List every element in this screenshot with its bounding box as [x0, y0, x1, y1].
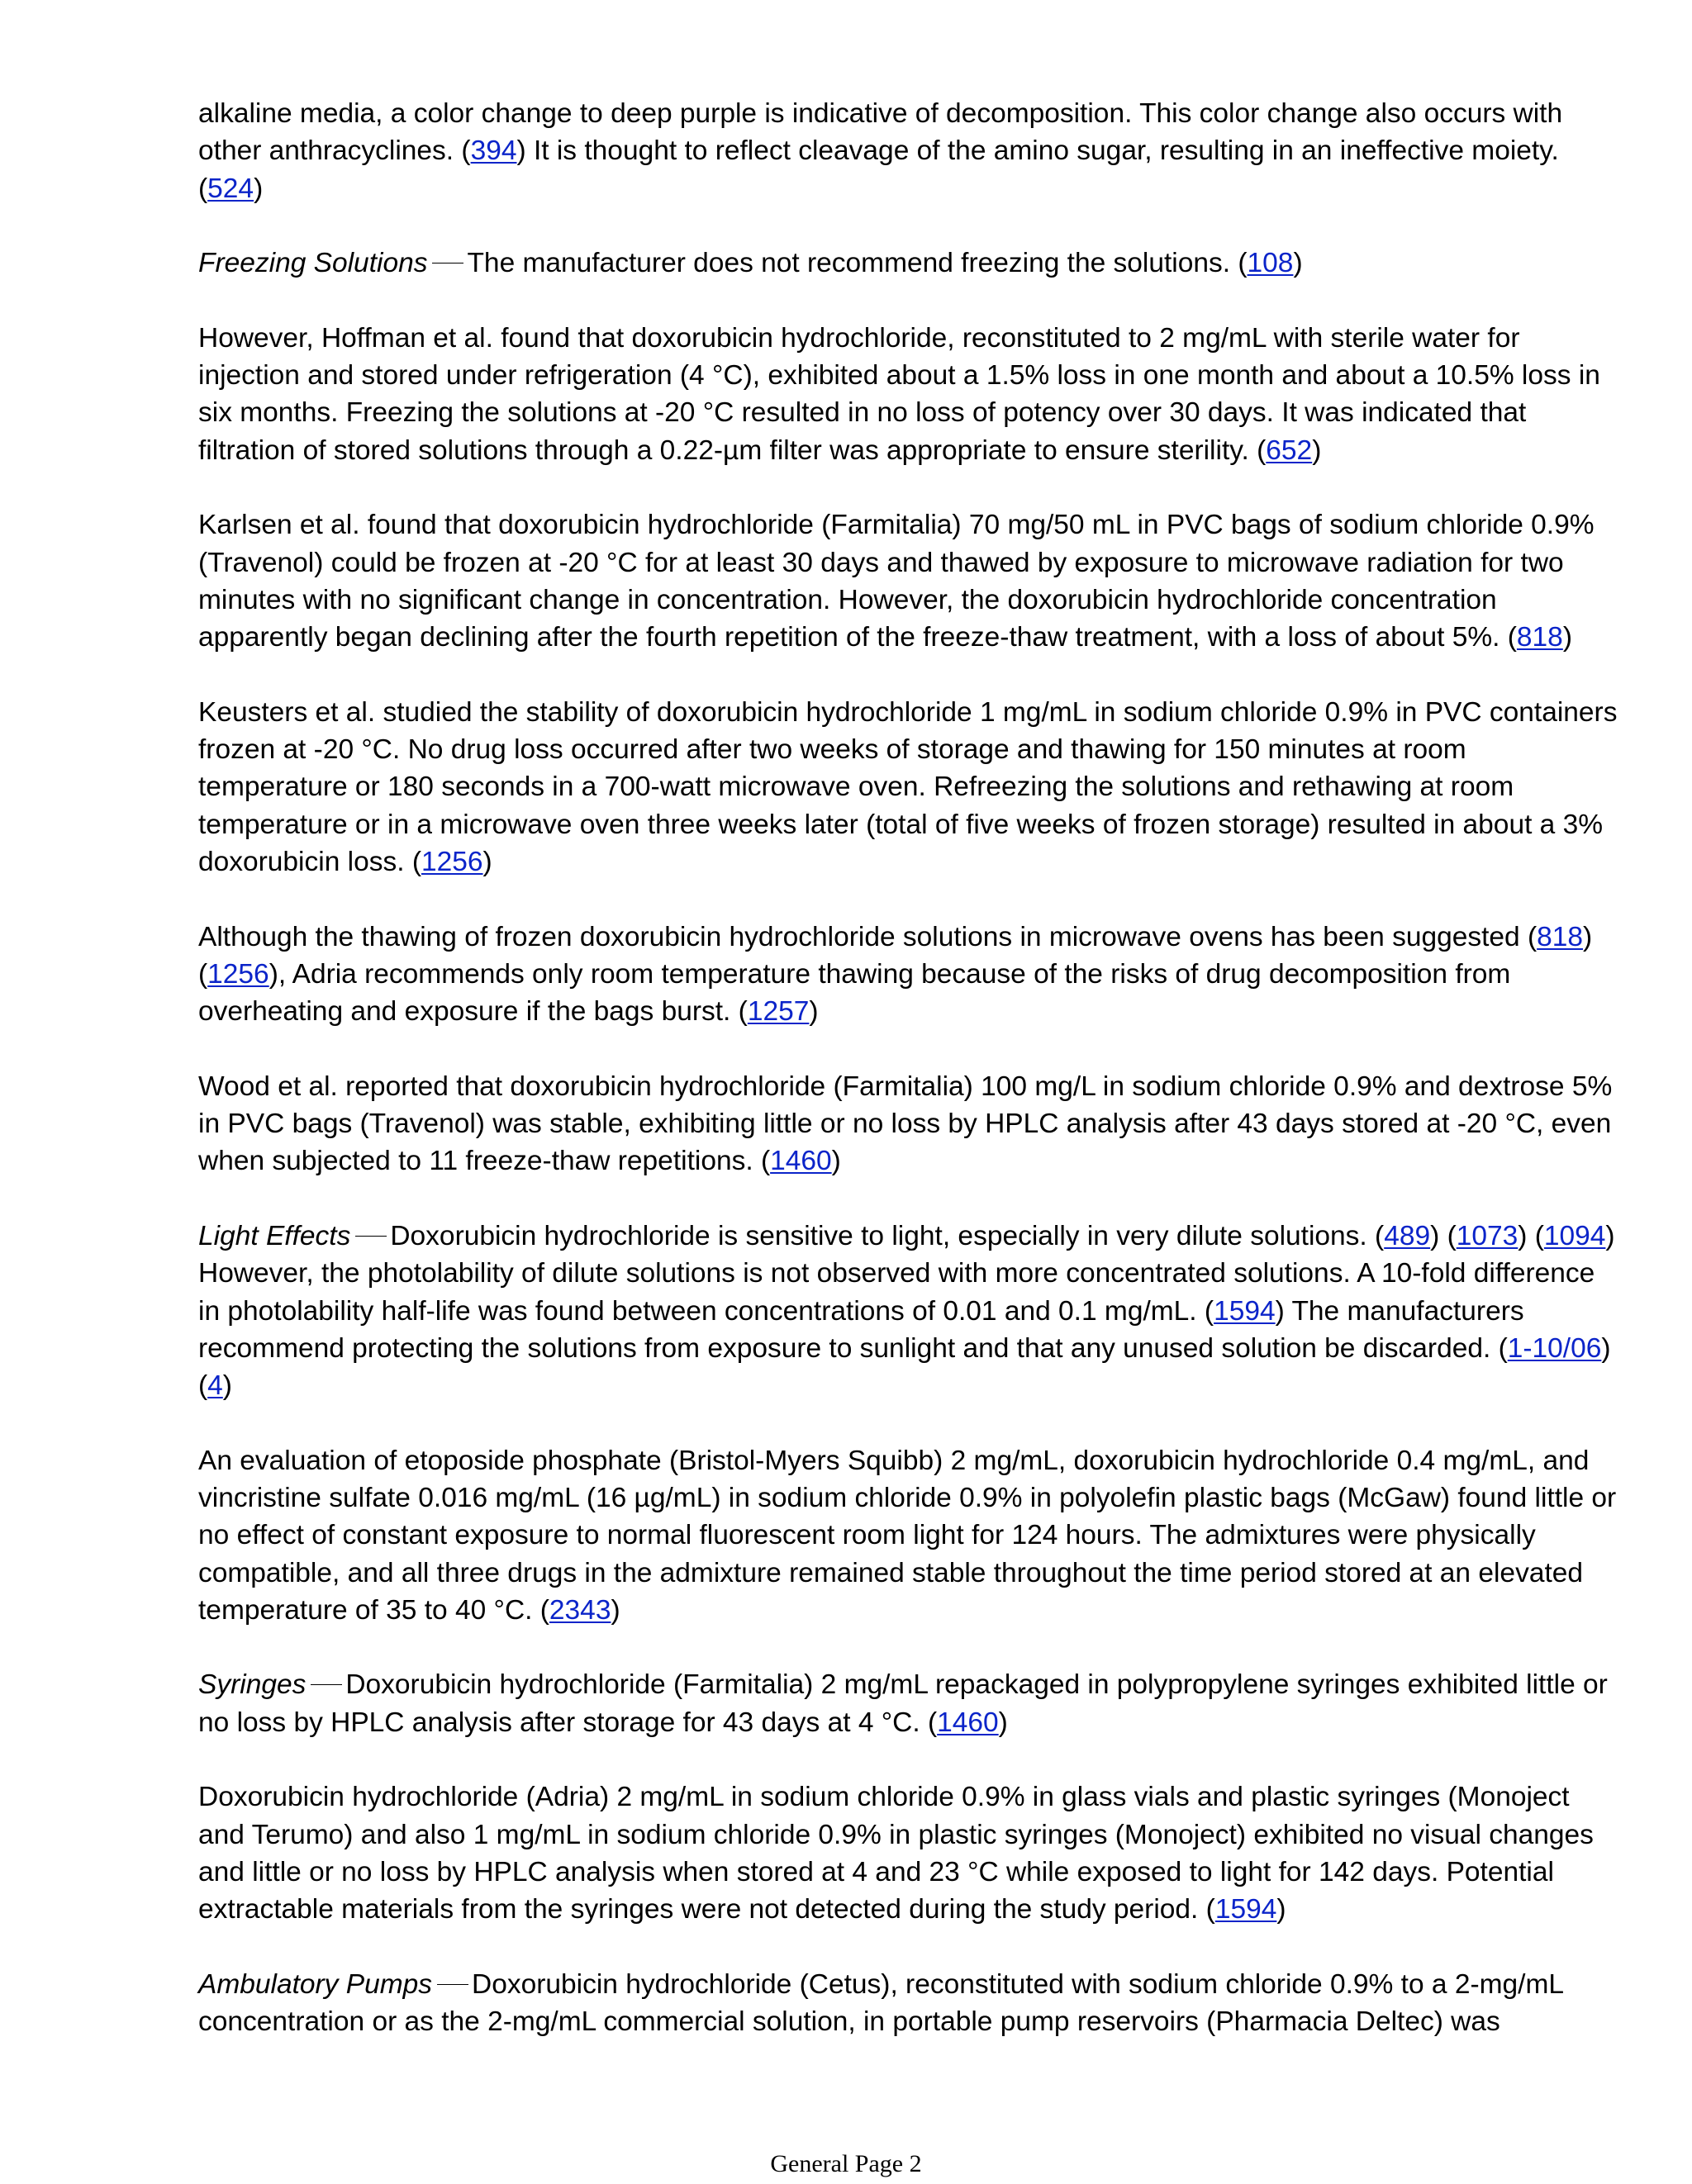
em-dash-rule: [437, 1984, 468, 1985]
paragraph: [198, 1442, 1619, 1629]
body-text: Doxorubicin hydrochloride is sensitive to light, especially in very dilute solutions. (: [390, 1220, 1385, 1251]
body-text: ): [831, 1146, 841, 1177]
reference-link[interactable]: 1257: [747, 996, 810, 1028]
reference-link[interactable]: 108: [1247, 248, 1294, 279]
body-text: ): [1293, 248, 1303, 279]
body-text: ): [254, 173, 264, 204]
page-footer: [0, 2150, 1692, 2178]
reference-link[interactable]: 652: [1266, 434, 1313, 466]
paragraph: [198, 694, 1619, 881]
paragraph: [198, 320, 1619, 469]
body-text: ): [1312, 434, 1322, 466]
body-text: ): [482, 846, 492, 877]
body-text: ) (: [1430, 1220, 1457, 1251]
paragraph: [198, 245, 1619, 282]
em-dash-rule: [311, 1684, 342, 1685]
body-text: ) (: [198, 1332, 1611, 1402]
paragraph: [198, 1778, 1619, 1928]
reference-link[interactable]: 818: [1516, 622, 1563, 653]
section-lead-heading: Ambulatory Pumps: [198, 1968, 432, 2000]
em-dash-rule: [432, 263, 463, 264]
body-text: Doxorubicin hydrochloride (Adria) 2 mg/mL in sodium chloride 0.9% in glass vials and plastic syringes (Monoject and Terumo) and also 1 mg/mL in sodium chloride 0.9% in plastic syringes (Monoject) exhibited no visual changes and little or no loss by HPLC analysis when stored at 4 and 23 °C while exposed to light for 142 days. Potential extractable materials from the syringes were not detected during the study period. (: [198, 1782, 1594, 1925]
paragraph: [198, 95, 1619, 207]
reference-link[interactable]: 1594: [1214, 1894, 1277, 1925]
body-text: Doxorubicin hydrochloride (Farmitalia) 2 mg/mL repackaged in polypropylene syringes exhibited little or no loss by HPLC analysis after storage for 43 days at 4 °C. (: [198, 1669, 1608, 1738]
paragraph: [198, 1966, 1619, 2041]
body-text: Doxorubicin hydrochloride (Cetus), reconstituted with sodium chloride 0.9% to a 2-mg/mL concentration or as the 2-mg/mL commercial solution, in portable pump reservoirs (Pharmacia Deltec) was: [198, 1968, 1563, 2038]
paragraph: [198, 1218, 1619, 1404]
body-text: alkaline media, a color change to deep purple is indicative of decomposition. This color change also occurs with other anthracyclines. (: [198, 98, 1563, 167]
page-number-label: General Page 2: [770, 2150, 922, 2177]
em-dash-rule: [355, 1236, 387, 1237]
reference-link[interactable]: 524: [207, 173, 254, 204]
body-text: Although the thawing of frozen doxorubicin hydrochloride solutions in microwave ovens has been suggested (: [198, 921, 1538, 952]
body-text: ), Adria recommends only room temperature thawing because of the risks of drug decomposition from overheating and exposure if the bags burst. (: [198, 958, 1511, 1028]
body-text: ): [998, 1707, 1008, 1738]
section-lead-heading: Light Effects: [198, 1220, 351, 1251]
paragraph: [198, 506, 1619, 656]
body-text: ): [222, 1370, 232, 1402]
reference-link[interactable]: 1460: [937, 1707, 999, 1738]
body-text: ) It is thought to reflect cleavage of the amino sugar, resulting in an ineffective moiety. (: [198, 135, 1559, 204]
body-text: ) (: [1518, 1220, 1544, 1251]
body-text: ) (: [198, 921, 1593, 990]
paragraph: [198, 919, 1619, 1031]
reference-link[interactable]: 1094: [1543, 1220, 1606, 1251]
reference-link[interactable]: 2343: [549, 1594, 611, 1626]
body-text: An evaluation of etoposide phosphate (Bristol-Myers Squibb) 2 mg/mL, doxorubicin hydrochloride 0.4 mg/mL, and vincristine sulfate 0.016 mg/mL (16 µg/mL) in sodium chloride 0.9% in polyolefin plastic bags (McGaw) found little or no effect of constant exposure to normal fluorescent room light for 124 hours. The admixtures were physically compatible, and all three drugs in the admixture remained stable throughout the time period stored at an elevated temperature of 35 to 40 °C. (: [198, 1445, 1617, 1626]
body-text: ): [1276, 1894, 1286, 1925]
reference-link[interactable]: 1256: [421, 846, 483, 877]
body-text: The manufacturer does not recommend freezing the solutions. (: [467, 248, 1248, 279]
reference-link[interactable]: 1594: [1214, 1295, 1276, 1327]
body-text: ): [809, 996, 819, 1028]
section-lead-heading: Freezing Solutions: [198, 248, 428, 279]
reference-link[interactable]: 1460: [770, 1146, 832, 1177]
body-text: However, Hoffman et al. found that doxorubicin hydrochloride, reconstituted to 2 mg/mL with sterile water for injection and stored under refrigeration (4 °C), exhibited about a 1.5% loss in one month and about a 10.5% loss in six months. Freezing the solutions at -20 °C resulted in no loss of potency over 30 days. It was indicated that filtration of stored solutions through a 0.22-µm filter was appropriate to ensure sterility. (: [198, 322, 1600, 466]
body-text: ) The manufacturers recommend protecting the solutions from exposure to sunlight and that any unused solution be discarded. (: [198, 1295, 1524, 1364]
reference-link[interactable]: 1073: [1456, 1220, 1519, 1251]
document-body: [198, 95, 1619, 2040]
reference-link[interactable]: 818: [1537, 921, 1584, 952]
paragraph: [198, 1068, 1619, 1180]
body-text: Keusters et al. studied the stability of doxorubicin hydrochloride 1 mg/mL in sodium chloride 0.9% in PVC containers frozen at -20 °C. No drug loss occurred after two weeks of storage and thawing for 150 minutes at room temperature or 180 seconds in a 700-watt microwave oven. Refreezing the solutions and rethawing at room temperature or in a microwave oven three weeks later (total of five weeks of frozen storage) resulted in about a 3% doxorubicin loss. (: [198, 696, 1618, 877]
reference-link[interactable]: 489: [1384, 1220, 1431, 1251]
paragraph: [198, 1666, 1619, 1741]
reference-link[interactable]: 394: [470, 135, 517, 167]
body-text: Wood et al. reported that doxorubicin hydrochloride (Farmitalia) 100 mg/L in sodium chloride 0.9% and dextrose 5% in PVC bags (Travenol) was stable, exhibiting little or no loss by HPLC analysis after 43 days stored at -20 °C, even when subjected to 11 freeze-thaw repetitions. (: [198, 1071, 1613, 1177]
reference-link[interactable]: 4: [207, 1370, 223, 1402]
body-text: ) However, the photolability of dilute solutions is not observed with more concentrated solutions. A 10-fold difference in photolability half-life was found between concentrations of 0.01 and 0.1 mg/mL. (: [198, 1220, 1615, 1327]
reference-link[interactable]: 1256: [207, 958, 269, 990]
section-lead-heading: Syringes: [198, 1669, 307, 1701]
body-text: ): [611, 1594, 620, 1626]
body-text: Karlsen et al. found that doxorubicin hydrochloride (Farmitalia) 70 mg/50 mL in PVC bags of sodium chloride 0.9% (Travenol) could be frozen at -20 °C for at least 30 days and thawed by exposure to microwave radiation for two minutes with no significant change in concentration. However, the doxorubicin hydrochloride concentration apparently began declining after the fourth repetition of the freeze-thaw treatment, with a loss of about 5%. (: [198, 510, 1595, 653]
body-text: ): [1562, 622, 1572, 653]
reference-link[interactable]: 1-10/06: [1507, 1332, 1602, 1364]
